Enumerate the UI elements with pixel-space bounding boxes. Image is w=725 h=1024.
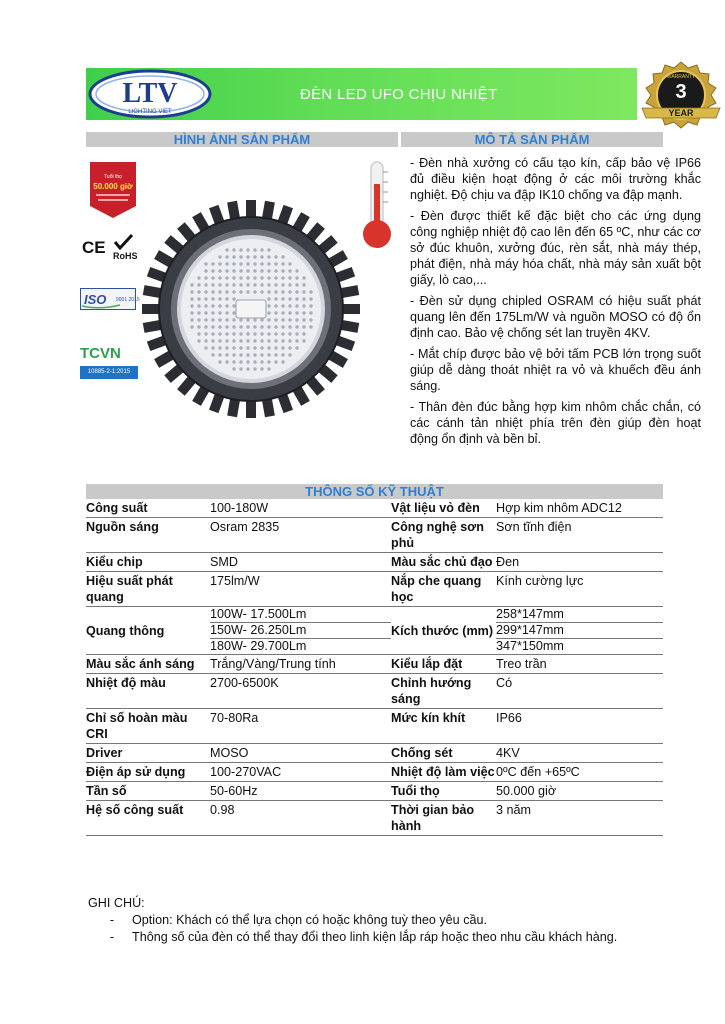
table-row: [86, 674, 663, 709]
spec-key: Nhiệt độ màu: [86, 674, 210, 709]
tcvn-code: 10885-2-1:2015: [80, 366, 138, 379]
description-paragraph: - Đèn được thiết kế đặc biệt cho các ứng dụng công nghiệp nhiệt độ cao lên đến 65 ºC, như các cơ sở đúc khuôn, xưởng đúc, rèn sắt, nhà máy thép, phát điện, nhà máy hóa chất, nhà máy sản xuất bột giấy, lò cao,...: [410, 209, 701, 287]
table-row: [86, 763, 663, 782]
notes-heading: GHI CHÚ:: [88, 896, 145, 910]
spec-value: 0.98: [210, 801, 391, 836]
tcvn-text: TCVN: [80, 345, 121, 362]
description-paragraph: - Mắt chíp được bảo vệ bởi tấm PCB lớn trọng suốt giúp dễ dàng thoát nhiệt ra vỏ và khuếch đều ánh sáng.: [410, 347, 701, 393]
note-text: Option: Khách có thể lựa chọn có hoặc không tuỳ theo yêu cầu.: [132, 913, 487, 927]
notes: [88, 895, 688, 946]
table-row: [86, 518, 663, 553]
spec-key: Màu sắc chủ đạo: [391, 553, 496, 572]
iso-badge: [80, 288, 140, 310]
spec-value: 258*147mm: [496, 607, 663, 623]
spec-key: Mức kín khít: [391, 709, 496, 744]
spec-key: Điện áp sử dụng: [86, 763, 210, 782]
description-paragraph: - Thân đèn đúc bằng hợp kim nhôm chắc chắn, có các cánh tản nhiệt phía trên đèn giúp đèn hoạt động ổn định và bền bỉ.: [410, 400, 701, 446]
spec-value: Hợp kim nhôm ADC12: [496, 499, 663, 518]
table-row: [86, 607, 663, 623]
description-heading: MÔ TẢ SẢN PHẨM: [401, 132, 663, 147]
spec-value: Treo trần: [496, 655, 663, 674]
note-item: [88, 912, 688, 929]
spec-key: Chỉnh hướng sáng: [391, 674, 496, 709]
note-bullet: -: [109, 930, 115, 944]
checkmark-icon: [115, 235, 132, 248]
table-row: [86, 782, 663, 801]
spec-value: 347*150mm: [496, 639, 663, 655]
spec-key: Hiệu suất phát quang: [86, 572, 210, 607]
spec-value: Sơn tĩnh điện: [496, 518, 663, 553]
table-row: [86, 744, 663, 763]
spec-value: 0ºC đến +65ºC: [496, 763, 663, 782]
note-bullet: -: [109, 913, 115, 927]
warranty-number: 3: [675, 81, 687, 103]
table-row: [86, 553, 663, 572]
spec-key: Tuổi thọ: [391, 782, 496, 801]
warranty-seal: [638, 60, 724, 136]
spec-value: 100-270VAC: [210, 763, 391, 782]
spec-value: 100W- 17.500Lm: [210, 607, 391, 623]
spec-value: 150W- 26.250Lm: [210, 623, 391, 639]
thermometer-icon: [360, 158, 394, 252]
spec-value: Osram 2835: [210, 518, 391, 553]
table-row: [86, 499, 663, 518]
spec-key: Nguồn sáng: [86, 518, 210, 553]
iso-text: ISO: [84, 292, 107, 307]
spec-key: Chống sét: [391, 744, 496, 763]
ce-rohs-mark: [80, 232, 142, 262]
spec-key: Tần số: [86, 782, 210, 801]
spec-value: 70-80Ra: [210, 709, 391, 744]
images-heading: HÌNH ẢNH SẢN PHẨM: [86, 132, 398, 147]
table-row: [86, 709, 663, 744]
spec-value: SMD: [210, 553, 391, 572]
spec-value: 4KV: [496, 744, 663, 763]
description-paragraph: - Đèn sử dụng chipled OSRAM có hiệu suất phát quang lên đến 175Lm/W và nguồn MOSO có độ ổn định cao. Bảo vệ chống sét lan truyền 4KV.: [410, 294, 701, 340]
spec-value: MOSO: [210, 744, 391, 763]
spec-key: Màu sắc ánh sáng: [86, 655, 210, 674]
note-text: Thông số của đèn có thể thay đổi theo linh kiện lắp ráp hoặc theo nhu cầu khách hàng.: [132, 930, 618, 944]
spec-value: 100-180W: [210, 499, 391, 518]
iso-years: 9001 2015: [116, 297, 140, 303]
spec-key: Công nghệ sơn phủ: [391, 518, 496, 553]
spec-value: Trắng/Vàng/Trung tính: [210, 655, 391, 674]
table-row: [86, 801, 663, 836]
spec-value: 50.000 giờ: [496, 782, 663, 801]
spec-key: Thời gian bảo hành: [391, 801, 496, 836]
spec-key: Công suất: [86, 499, 210, 518]
spec-key: Hệ số công suất: [86, 801, 210, 836]
spec-key: Kiểu chip: [86, 553, 210, 572]
badge-hours-line1: Tuổi thọ: [104, 174, 122, 180]
logo-subtext: LIGHTING VIET: [128, 109, 172, 115]
spec-value: 175lm/W: [210, 572, 391, 607]
spec-value: Đen: [496, 553, 663, 572]
spec-key: Nắp che quang học: [391, 572, 496, 607]
spec-key: Quang thông: [86, 607, 210, 655]
page-title: ĐÈN LED UFO CHỊU NHIỆT: [300, 86, 498, 103]
spec-value: 2700-6500K: [210, 674, 391, 709]
spec-value: 180W- 29.700Lm: [210, 639, 391, 655]
spec-value: Kính cường lực: [496, 572, 663, 607]
logo-text: LTV: [122, 78, 178, 109]
spec-key: Nhiệt độ làm việc: [391, 763, 496, 782]
ufo-lamp-image: [138, 196, 364, 422]
spec-key: Kiểu lắp đặt: [391, 655, 496, 674]
product-description: [410, 155, 701, 452]
spec-table: [86, 499, 663, 836]
note-item: [88, 929, 688, 946]
spec-key: Vật liệu vỏ đèn: [391, 499, 496, 518]
spec-key: Chỉ số hoàn màu CRI: [86, 709, 210, 744]
spec-value: 50-60Hz: [210, 782, 391, 801]
spec-key: Kích thước (mm): [391, 607, 496, 655]
spec-value: 299*147mm: [496, 623, 663, 639]
lifetime-badge: [86, 158, 140, 220]
ce-mark: CE: [82, 238, 106, 257]
rohs-mark: RoHS: [113, 251, 138, 261]
table-row: [86, 655, 663, 674]
spec-value: 3 năm: [496, 801, 663, 836]
spec-value: IP66: [496, 709, 663, 744]
ltv-logo: [88, 69, 212, 119]
spec-value: Có: [496, 674, 663, 709]
specs-heading: THÔNG SỐ KỸ THUẬT: [86, 484, 663, 499]
badge-hours-line2: 50.000 giờ: [93, 182, 133, 191]
description-paragraph: - Đèn nhà xưởng có cấu tạo kín, cấp bảo vệ IP66 đủ điều kiện hoạt động ở các môi trường khắc nghiệt. Độ chịu va đập IK10 chống va đập mạnh.: [410, 156, 701, 202]
spec-key: Driver: [86, 744, 210, 763]
warranty-ribbon-text: WARRANTY: [666, 74, 696, 80]
table-row: [86, 572, 663, 607]
warranty-year: YEAR: [668, 108, 694, 118]
